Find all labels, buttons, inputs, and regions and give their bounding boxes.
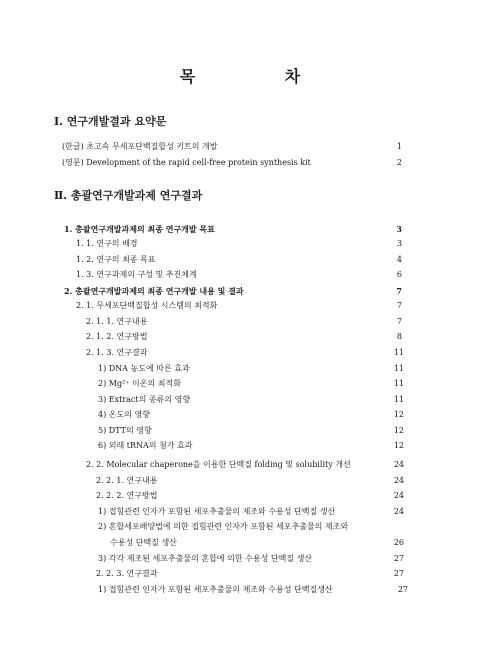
toc-entry-title: 1. 3. 연구과제의 구성 및 추진체계 [76, 270, 197, 279]
toc-entry-page: 12 [393, 410, 404, 419]
toc-entry [76, 268, 402, 282]
toc-entry-title: 수용성 단백질 생산 [110, 538, 177, 547]
toc-entry-title: 1) 접힘관련 인자가 포함된 세포추출물의 제조와 수용성 단백질생산 [98, 585, 333, 594]
toc-entry-title: (한글) 초고속 무세포단백질합성 키트의 개발 [62, 142, 218, 151]
toc-entry [86, 458, 404, 472]
toc-entry-page: 12 [393, 441, 404, 450]
toc-entry-title: 6) 외래 tRNA의 첨가 효과 [98, 441, 193, 450]
toc-entry-title: 2) 혼합세포배양법에 의한 접힘관련 인자가 포함된 세포추출물의 제조와 [98, 522, 349, 531]
toc-entry-title: 2. 2. Molecular chaperone을 이용한 단백질 folding 및 solubility 개선 [86, 460, 351, 469]
toc-entry [76, 237, 402, 251]
toc-entry-title: 2) Mg²⁺ 이온의 최적화 [98, 379, 181, 388]
toc-entry [96, 489, 404, 503]
toc-entry-title: (영문) Development of the rapid cell-free protein synthesis kit [62, 158, 311, 167]
toc-entry-page: 3 [396, 224, 402, 234]
toc-entry-page: 11 [393, 348, 404, 357]
toc-entry-title: 3) Extract의 종류의 영향 [98, 395, 191, 404]
toc-entry-title: 1. 총괄연구개발과제의 최종 연구개발 목표 [64, 224, 215, 234]
toc-entry-title: 2. 1. 3. 연구결과 [86, 348, 148, 357]
toc-entry [98, 393, 404, 407]
toc-entry-page: 27 [393, 554, 404, 563]
toc-entry-page: 11 [393, 379, 404, 388]
toc-entry [98, 362, 404, 376]
section-heading-results: Ⅱ. 총괄연구개발과제 연구결과 [54, 189, 203, 202]
toc-entry-page: 8 [396, 332, 402, 341]
toc-entry-title: 1) DNA 농도에 따른 효과 [98, 364, 190, 373]
toc-entry-page: 24 [393, 476, 404, 485]
toc-entry-page: 4 [396, 255, 402, 264]
toc-entry-page: 7 [396, 301, 402, 310]
toc-entry [98, 583, 408, 597]
toc-entry-page: 27 [397, 585, 408, 594]
toc-entry [98, 505, 404, 519]
toc-entry-title: 5) DTT의 영향 [98, 426, 152, 435]
toc-entry [96, 567, 404, 581]
section-heading-summary: Ⅰ. 연구개발결과 요약문 [54, 115, 167, 128]
toc-entry-page: 1 [396, 142, 402, 151]
toc-entry [98, 424, 404, 438]
toc-entry-title: 1. 2. 연구의 최종 목표 [76, 255, 156, 264]
toc-entry [86, 330, 402, 344]
toc-entry-title: 2. 2. 1. 연구내용 [96, 476, 158, 485]
toc-entry [98, 520, 404, 534]
toc-entry-title: 2. 1. 2. 연구방법 [86, 332, 148, 341]
toc-entry-page: 24 [393, 460, 404, 469]
toc-entry-page: 6 [396, 270, 402, 279]
toc-entry [62, 156, 402, 170]
toc-entry-page: 24 [393, 491, 404, 500]
toc-entry-page: 24 [393, 507, 404, 516]
toc-entry-title: 2. 1. 무세포단백질합성 시스템의 최적화 [76, 301, 218, 310]
page-title: 목 차 [179, 67, 343, 86]
toc-entry [98, 408, 404, 422]
toc-entry-page: 2 [396, 158, 402, 167]
toc-entry-page: 11 [393, 395, 404, 404]
toc-entry-title: 4) 온도의 영향 [98, 410, 150, 419]
toc-entry [64, 222, 402, 236]
toc-entry-title: 1) 접힘관련 인자가 포함된 세포추출물의 제조와 수용성 단백질 생산 [98, 507, 336, 516]
toc-entry-title: 3) 각각 제조된 세포추출물의 혼합에 의한 수용성 단백질 생산 [98, 554, 313, 563]
toc-entry [76, 253, 402, 267]
toc-entry [110, 536, 404, 550]
toc-entry-title: 2. 1. 1. 연구내용 [86, 317, 148, 326]
toc-entry-title: 1. 1. 연구의 배경 [76, 239, 138, 248]
toc-entry [98, 439, 404, 453]
toc-entry-page: 3 [396, 239, 402, 248]
toc-entry [86, 346, 404, 360]
toc-entry-page: 7 [396, 317, 402, 326]
toc-entry [62, 140, 402, 154]
toc-entry-page: 7 [396, 286, 402, 296]
toc-entry [98, 377, 404, 391]
toc-entry-page: 26 [393, 538, 404, 547]
toc-entry [98, 552, 404, 566]
toc-entry [96, 474, 404, 488]
toc-entry [64, 284, 402, 298]
toc-entry-title: 2. 2. 2. 연구방법 [96, 491, 158, 500]
toc-entry-title: 2. 총괄연구개발과제의 최종 연구개발 내용 및 결과 [64, 286, 244, 296]
toc-entry-page: 11 [393, 364, 404, 373]
toc-entry [76, 299, 402, 313]
toc-entry [86, 315, 402, 329]
toc-entry-page: 27 [393, 569, 404, 578]
toc-entry-title: 2. 2. 3. 연구결과 [96, 569, 158, 578]
toc-entry-page: 12 [393, 426, 404, 435]
